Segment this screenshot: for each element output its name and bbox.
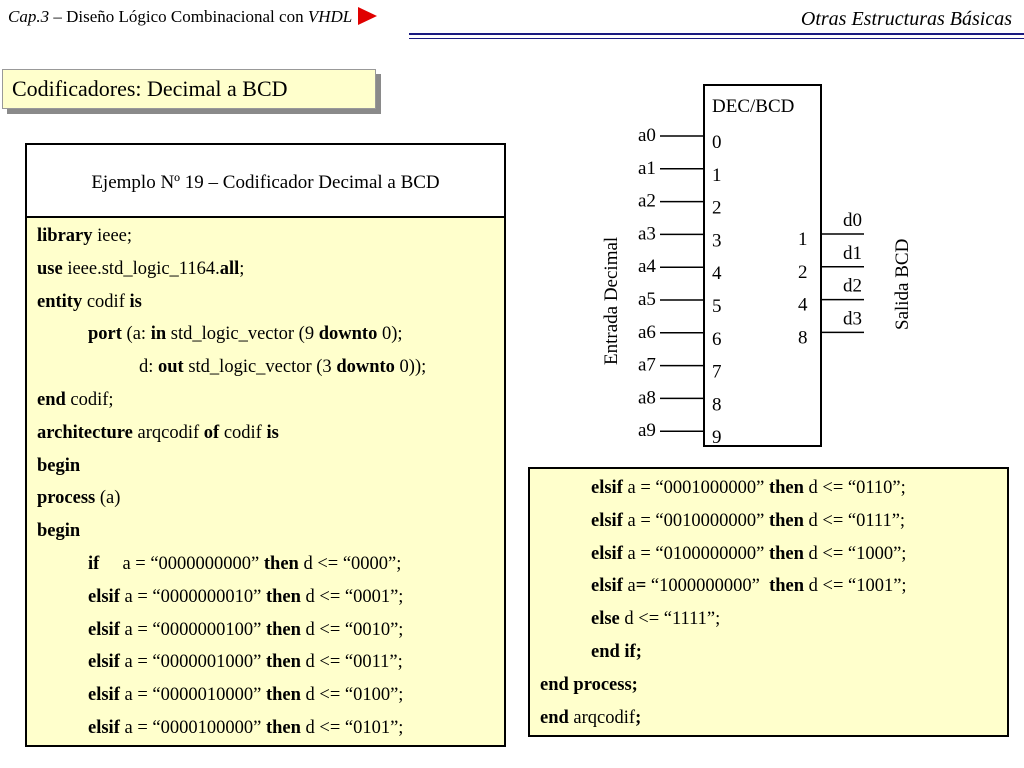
code-text: a = “0010000000”: [622, 510, 769, 531]
code-keyword: then: [265, 685, 301, 706]
code-keyword: out: [158, 357, 184, 378]
code-text: arqcodif: [132, 422, 204, 443]
output-lines: [798, 210, 864, 348]
code-text: ieee.std_logic_1164.: [62, 258, 220, 279]
code-keyword: then: [768, 478, 804, 498]
language-label: VHDL: [307, 7, 353, 26]
code-keyword: library: [37, 226, 93, 246]
code-keyword: then: [768, 510, 804, 531]
input-pin-number: 3: [712, 230, 722, 252]
code-text: d <= “0001”;: [300, 586, 404, 607]
code-text: ;: [239, 258, 245, 279]
input-pin-number: 2: [712, 197, 722, 219]
code-keyword: elsif: [591, 510, 623, 531]
code-text: d <= “0100”;: [300, 685, 404, 706]
code-text: a = “0100000000”: [622, 543, 769, 564]
code-text: std_logic_vector (9: [166, 324, 319, 345]
code-keyword: elsif: [591, 478, 623, 498]
input-pin-number: 9: [712, 427, 722, 449]
input-label: a1: [638, 157, 656, 179]
input-label: a8: [638, 387, 656, 409]
input-label: a0: [638, 125, 656, 146]
code-keyword: is: [129, 291, 142, 312]
output-pin-number: 8: [798, 327, 808, 349]
code-text: d <= “1001”;: [804, 576, 907, 597]
code-text: a = “0000000010”: [119, 586, 266, 607]
code-keyword: then: [265, 652, 301, 673]
input-pin-number: 4: [712, 263, 722, 285]
code-keyword: of: [203, 422, 220, 443]
code-text: d:: [139, 357, 159, 378]
code-keyword: elsif: [591, 576, 623, 597]
code-keyword: elsif: [88, 619, 120, 640]
code-text: d <= “1111”;: [619, 609, 721, 630]
code-keyword: then: [769, 576, 805, 597]
subject-label: Diseño Lógico Combinacional con: [66, 7, 308, 26]
code-text: d <= “0111”;: [803, 510, 906, 531]
code-keyword: end process;: [540, 674, 638, 695]
code-text: a = “0000000000”: [99, 554, 264, 574]
output-side-label: Salida BCD: [892, 238, 913, 330]
code-text: codif: [82, 291, 130, 312]
code-keyword: entity: [37, 291, 83, 312]
code-keyword: end: [540, 707, 569, 728]
input-label: a4: [638, 256, 656, 278]
code-keyword: port: [88, 324, 122, 345]
code-keyword: elsif: [591, 543, 623, 564]
code-keyword: then: [263, 554, 299, 574]
block-title: DEC/BCD: [712, 96, 795, 117]
output-pin-number: 1: [798, 229, 808, 250]
code-keyword: downto: [318, 324, 378, 345]
header-dash: –: [49, 7, 67, 26]
output-label: d1: [843, 242, 862, 264]
code-text: a = “0001000000”: [622, 478, 769, 498]
code-keyword: use: [37, 258, 63, 279]
code-text: (a): [95, 488, 121, 509]
input-label: a3: [638, 223, 656, 245]
code-keyword: elsif: [88, 586, 120, 607]
code-text: arqcodif: [568, 707, 636, 728]
code-keyword: architecture: [37, 422, 133, 443]
output-label: d3: [843, 308, 862, 330]
code-keyword: then: [265, 619, 301, 640]
code-text: ieee;: [92, 226, 133, 246]
code-text: d <= “0000”;: [298, 554, 402, 574]
code-keyword: then: [265, 718, 301, 738]
code-keyword: elsif: [88, 718, 120, 738]
code-keyword: process: [37, 488, 96, 509]
chapter-label: Cap.3: [8, 7, 50, 26]
code-text: std_logic_vector (3: [183, 357, 337, 378]
code-text: d <= “0010”;: [300, 619, 404, 640]
input-label: a9: [638, 420, 656, 442]
output-pin-number: 2: [798, 261, 808, 283]
code-keyword: all: [219, 258, 240, 279]
code-keyword: then: [768, 543, 804, 564]
input-label: a7: [638, 354, 656, 376]
code-text: d <= “0110”;: [803, 478, 906, 498]
output-label: d0: [843, 210, 862, 231]
code-keyword: ;: [635, 707, 642, 728]
code-keyword: is: [266, 422, 279, 443]
input-label: a6: [638, 321, 656, 343]
code-text: a = “0000010000”: [119, 685, 266, 706]
output-label: d2: [843, 275, 862, 297]
code-text: a = “0000000100”: [119, 619, 266, 640]
code-keyword: end if;: [591, 642, 642, 662]
code-text: 0);: [377, 324, 403, 345]
example-caption: Ejemplo Nº 19 – Codificador Decimal a BCD: [27, 145, 504, 218]
code-keyword: elsif: [88, 685, 120, 706]
input-pin-number: 0: [712, 132, 722, 153]
input-pin-number: 5: [712, 296, 722, 317]
input-pin-number: 7: [712, 361, 722, 383]
code-text: d <= “0101”;: [300, 718, 404, 738]
input-label: a2: [638, 190, 656, 212]
code-text: (a:: [121, 324, 151, 345]
code-text: d <= “0011”;: [300, 652, 403, 673]
input-label: a5: [638, 289, 656, 310]
input-pin-number: 6: [712, 328, 722, 350]
input-lines: [638, 125, 722, 448]
code-keyword: downto: [336, 357, 395, 378]
code-text: 0));: [394, 357, 427, 378]
code-keyword: elsif: [88, 652, 120, 673]
code-keyword: if: [88, 554, 100, 574]
input-side-label: Entrada Decimal: [601, 236, 622, 365]
code-keyword: in: [150, 324, 167, 345]
section-header-right: Otras Estructuras Básicas: [800, 8, 1012, 30]
output-pin-number: 4: [798, 294, 808, 316]
input-pin-number: 1: [712, 164, 722, 186]
code-keyword: then: [265, 586, 301, 607]
code-text: codif: [219, 422, 267, 443]
code-text: “1000000000”: [646, 576, 770, 597]
section-title: Codificadores: Decimal a BCD: [2, 69, 376, 109]
code-keyword: begin: [37, 455, 81, 476]
code-text: a: [622, 576, 636, 597]
code-text: a = “0000100000”: [119, 718, 266, 738]
input-pin-number: 8: [712, 394, 722, 416]
code-text: codif;: [65, 390, 114, 410]
code-keyword: end: [37, 390, 66, 410]
code-keyword: else: [591, 609, 620, 630]
code-keyword: =: [635, 576, 647, 597]
code-keyword: begin: [37, 521, 81, 542]
code-text: a = “0000001000”: [119, 652, 266, 673]
code-text: d <= “1000”;: [803, 543, 907, 564]
